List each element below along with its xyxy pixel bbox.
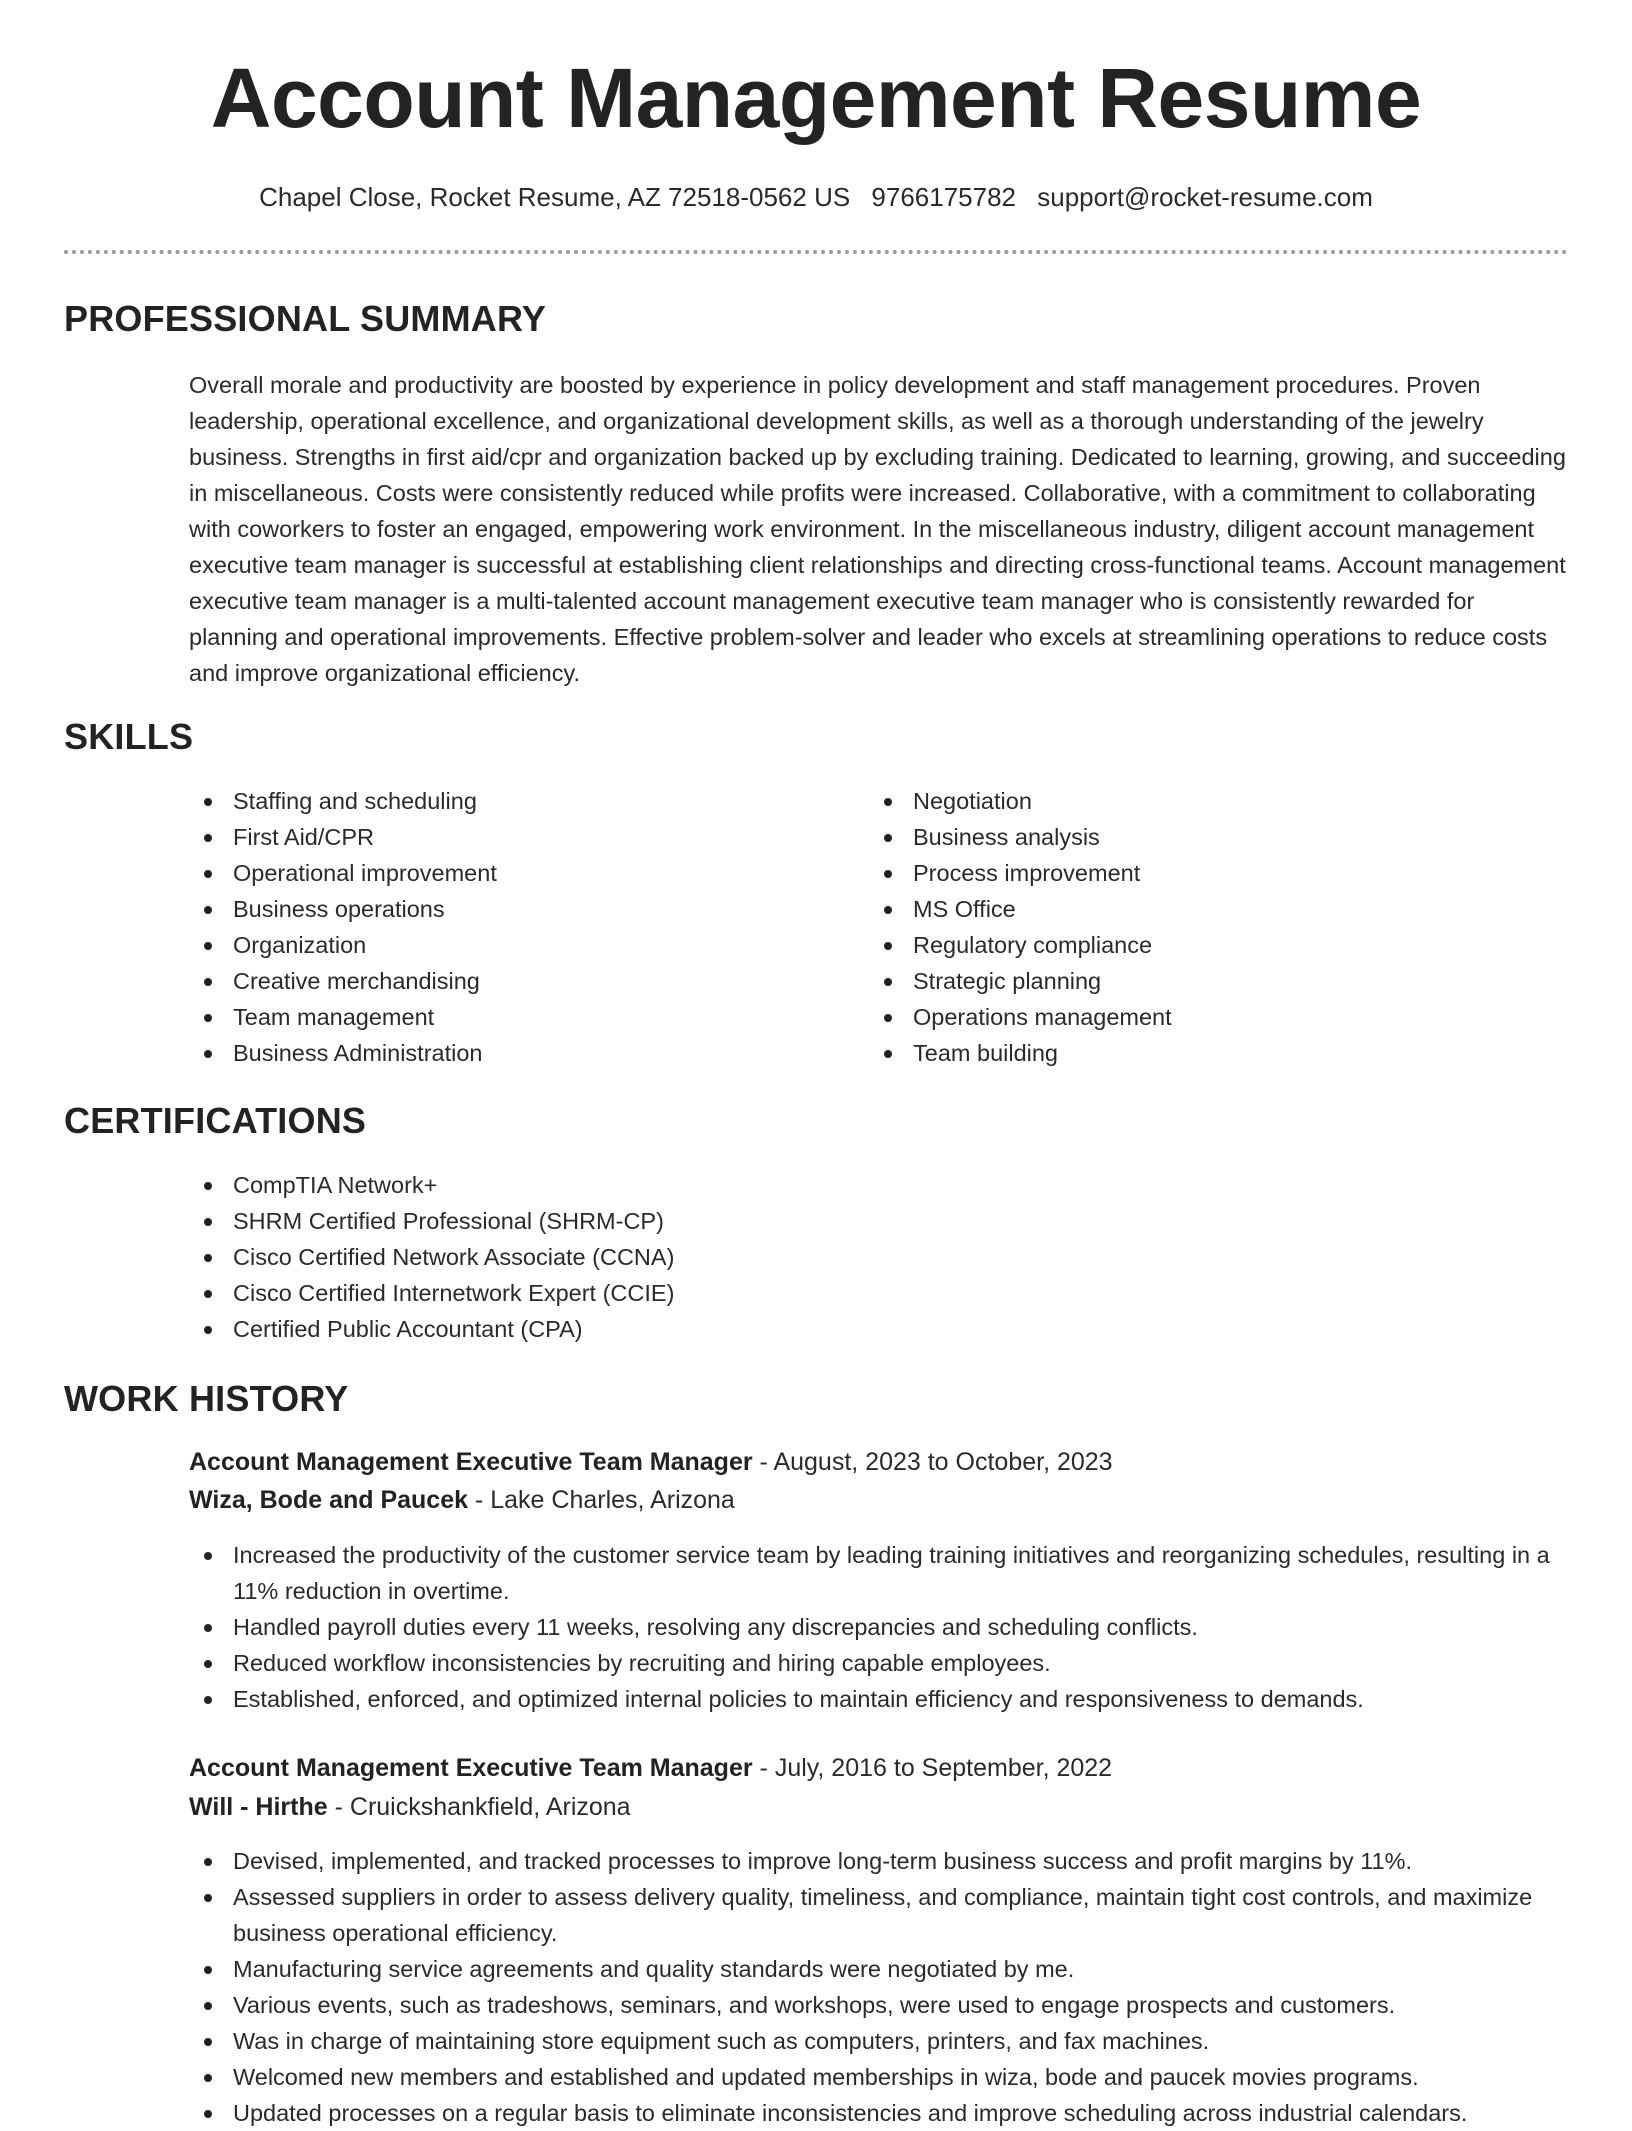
skill-item: Operational improvement xyxy=(189,855,829,891)
job-title: Account Management Executive Team Manager xyxy=(189,1754,753,1782)
job-title-line: Account Management Executive Team Manager - August, 2023 to October, 2023 xyxy=(189,1448,1113,1476)
job-title-line: Account Management Executive Team Manager - July, 2016 to September, 2022 xyxy=(189,1754,1113,1782)
contact-address: Chapel Close, Rocket Resume, AZ 72518-0562 US xyxy=(259,182,851,212)
job-dates: July, 2016 to September, 2022 xyxy=(774,1754,1113,1782)
job-bullet: Manufacturing service agreements and quality standards were negotiated by me. xyxy=(189,1951,1569,1987)
skill-item: Creative merchandising xyxy=(189,963,829,999)
job-bullet: Increased the productivity of the customer service team by leading training initiatives and reorganizing schedules, resulting in a 11% reduction in overtime. xyxy=(189,1537,1569,1609)
header-divider xyxy=(64,250,1568,254)
skill-item: Team building xyxy=(869,1035,1509,1071)
job-bullet: Established, enforced, and optimized internal policies to maintain efficiency and responsiveness to demands. xyxy=(189,1681,1569,1717)
job-title: Account Management Executive Team Manager xyxy=(189,1448,753,1476)
skills-list-right xyxy=(869,783,1509,1071)
contact-phone: 9766175782 xyxy=(871,182,1017,212)
work-history-heading: WORK HISTORY xyxy=(64,1378,349,1419)
job-company-line: Wiza, Bode and Paucek - Lake Charles, Arizona xyxy=(189,1486,735,1514)
job-bullet: Updated processes on a regular basis to eliminate inconsistencies and improve scheduling across industrial calendars. xyxy=(189,2095,1569,2131)
certification-item: SHRM Certified Professional (SHRM-CP) xyxy=(189,1203,1289,1239)
job-bullet: Assessed suppliers in order to assess delivery quality, timeliness, and compliance, maintain tight cost controls, and maximize business operational efficiency. xyxy=(189,1879,1569,1951)
skill-item: Operations management xyxy=(869,999,1509,1035)
skill-item: Staffing and scheduling xyxy=(189,783,829,819)
skill-item: Business operations xyxy=(189,891,829,927)
skill-item: MS Office xyxy=(869,891,1509,927)
job-bullet: Was in charge of maintaining store equipment such as computers, printers, and fax machines. xyxy=(189,2023,1569,2059)
summary-heading: PROFESSIONAL SUMMARY xyxy=(64,298,547,339)
job-dates: August, 2023 to October, 2023 xyxy=(773,1448,1113,1476)
certification-item: Certified Public Accountant (CPA) xyxy=(189,1311,1289,1347)
job-company: Will - Hirthe xyxy=(189,1793,328,1821)
certification-item: Cisco Certified Network Associate (CCNA) xyxy=(189,1239,1289,1275)
job-bullet: Various events, such as tradeshows, seminars, and workshops, were used to engage prospects and customers. xyxy=(189,1987,1569,2023)
job-location: Cruickshankfield, Arizona xyxy=(349,1793,631,1821)
certifications-heading: CERTIFICATIONS xyxy=(64,1100,367,1141)
job-bullet: Reduced workflow inconsistencies by recruiting and hiring capable employees. xyxy=(189,1645,1569,1681)
skills-list-left xyxy=(189,783,829,1071)
contact-email: support@rocket-resume.com xyxy=(1037,182,1373,212)
skill-item: Organization xyxy=(189,927,829,963)
job-company-line: Will - Hirthe - Cruickshankfield, Arizona xyxy=(189,1793,631,1821)
skill-item: Negotiation xyxy=(869,783,1509,819)
skill-item: Business Administration xyxy=(189,1035,829,1071)
skill-item: Regulatory compliance xyxy=(869,927,1509,963)
job-bullet: Handled payroll duties every 11 weeks, resolving any discrepancies and scheduling conflicts. xyxy=(189,1609,1569,1645)
summary-text: Overall morale and productivity are boosted by experience in policy development and staff management procedures. Proven leadership, operational excellence, and organizational development skills, as well as a thorough understanding of the jewelry business. Strengths in first aid/cpr and organization backed up by excluding training. Dedicated to learning, growing, and succeeding in miscellaneous. Costs were consistently reduced while profits were increased. Collaborative, with a commitment to collaborating with coworkers to foster an engaged, empowering work environment. In the miscellaneous industry, diligent account management executive team manager is successful at establishing client relationships and directing cross-functional teams. Account management executive team manager is a multi-talented account management executive team manager who is consistently rewarded for planning and operational improvements. Effective problem-solver and leader who excels at streamlining operations to reduce costs and improve organizational efficiency. xyxy=(189,372,1566,686)
resume-title: Account Management Resume xyxy=(210,51,1422,145)
certification-item: CompTIA Network+ xyxy=(189,1167,1289,1203)
skill-item: Process improvement xyxy=(869,855,1509,891)
skill-item: Strategic planning xyxy=(869,963,1509,999)
job-bullets xyxy=(189,1843,1569,2131)
contact-line xyxy=(0,182,1632,213)
skill-item: Team management xyxy=(189,999,829,1035)
job-company: Wiza, Bode and Paucek xyxy=(189,1486,469,1514)
certifications-list xyxy=(189,1167,1289,1347)
job-location: Lake Charles, Arizona xyxy=(490,1486,735,1514)
skill-item: Business analysis xyxy=(869,819,1509,855)
job-bullet: Welcomed new members and established and updated memberships in wiza, bode and paucek movies programs. xyxy=(189,2059,1569,2095)
certification-item: Cisco Certified Internetwork Expert (CCIE) xyxy=(189,1275,1289,1311)
skill-item: First Aid/CPR xyxy=(189,819,829,855)
job-bullet: Devised, implemented, and tracked processes to improve long-term business success and profit margins by 11%. xyxy=(189,1843,1569,1879)
skills-heading: SKILLS xyxy=(64,716,194,757)
job-bullets xyxy=(189,1537,1569,1717)
